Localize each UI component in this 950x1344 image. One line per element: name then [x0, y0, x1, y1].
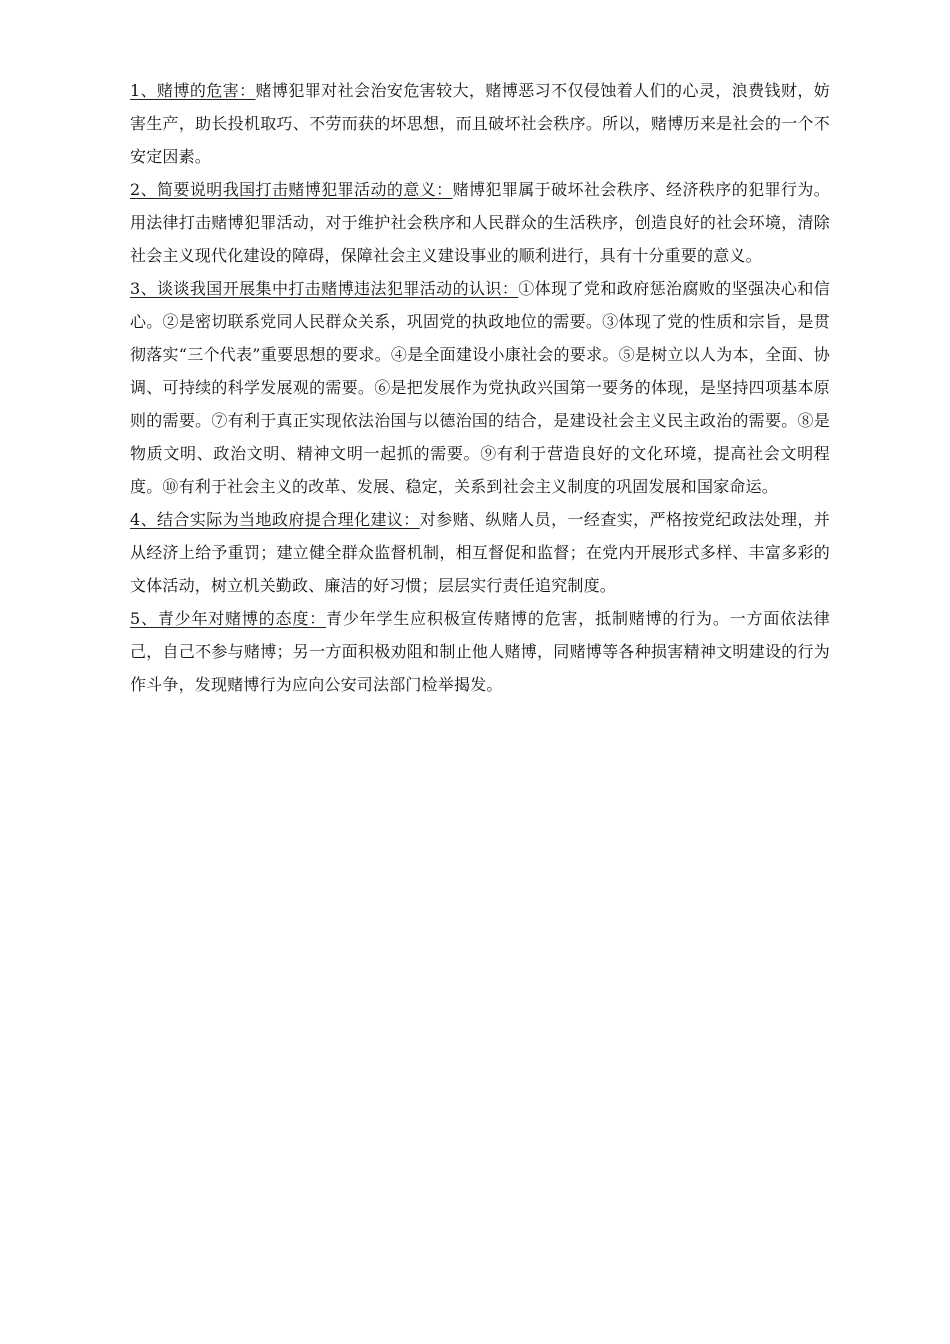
document-page	[130, 74, 830, 701]
paragraph-3	[130, 272, 830, 503]
paragraph-1	[130, 74, 830, 173]
paragraph-heading: 2、简要说明我国打击赌博犯罪活动的意义：	[130, 180, 453, 199]
paragraph-body: 赌博犯罪对社会治安危害较大，赌博恶习不仅侵蚀着人们的心灵，浪费钱财，妨害生产，助长投机取巧、不劳而获的坏思想，而且破坏社会秩序。所以，赌博历来是社会的一个不安定因素。	[130, 81, 830, 166]
paragraph-body: 对参赌、纵赌人员，一经查实，严格按党纪政法处理，并从经济上给予重罚；建立健全群众监督机制，相互督促和监督；在党内开展形式多样、丰富多彩的文体活动，树立机关勤政、廉洁的好习惯；层层实行责任追究制度。	[130, 510, 830, 595]
paragraph-heading: 3、谈谈我国开展集中打击赌博违法犯罪活动的认识：	[130, 279, 519, 298]
paragraph-5	[130, 602, 830, 701]
paragraph-4	[130, 503, 830, 602]
paragraph-heading: 1、赌博的危害：	[130, 81, 256, 100]
paragraph-heading: 5、青少年对赌博的态度：	[130, 609, 327, 628]
paragraph-heading: 4、结合实际为当地政府提合理化建议：	[130, 510, 420, 529]
paragraph-body: 青少年学生应积极宣传赌博的危害，抵制赌博的行为。一方面依法律己，自己不参与赌博；另一方面积极劝阻和制止他人赌博，同赌博等各种损害精神文明建设的行为作斗争，发现赌博行为应向公安司法部门检举揭发。	[130, 609, 830, 694]
paragraph-2	[130, 173, 830, 272]
paragraph-body: 赌博犯罪属于破坏社会秩序、经济秩序的犯罪行为。用法律打击赌博犯罪活动，对于维护社会秩序和人民群众的生活秩序，创造良好的社会环境，清除社会主义现代化建设的障碍，保障社会主义建设事业的顺利进行，具有十分重要的意义。	[130, 180, 830, 265]
paragraph-body: ①体现了党和政府惩治腐败的坚强决心和信心。②是密切联系党同人民群众关系，巩固党的执政地位的需要。③体现了党的性质和宗旨，是贯彻落实“三个代表”重要思想的要求。④是全面建设小康社会的要求。⑤是树立以人为本，全面、协调、可持续的科学发展观的需要。⑥是把发展作为党执政兴国第一要务的体现，是坚持四项基本原则的需要。⑦有利于真正实现依法治国与以德治国的结合，是建设社会主义民主政治的需要。⑧是物质文明、政治文明、精神文明一起抓的需要。⑨有利于营造良好的文化环境，提高社会文明程度。⑩有利于社会主义的改革、发展、稳定，关系到社会主义制度的巩固发展和国家命运。	[130, 279, 830, 496]
